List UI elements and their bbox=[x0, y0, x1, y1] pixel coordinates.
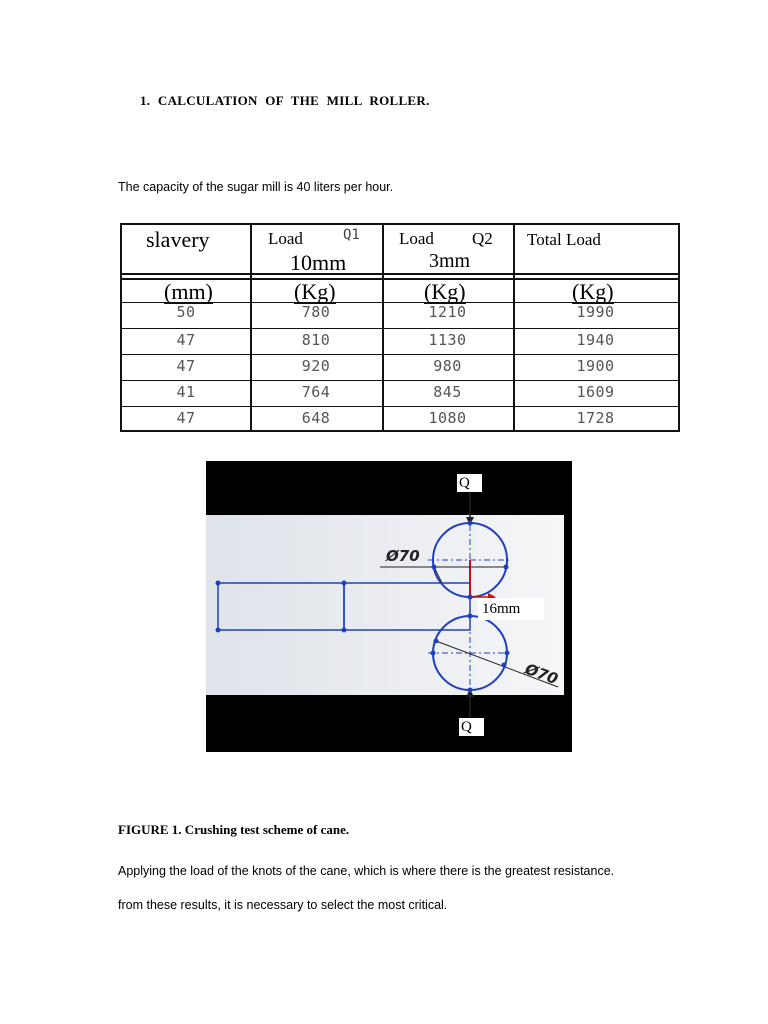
table-cell: 1940 bbox=[576, 331, 615, 349]
figure-caption: FIGURE 1. Crushing test scheme of cane. bbox=[118, 822, 350, 837]
section-heading: 1. CALCULATION OF THE MILL ROLLER. bbox=[140, 93, 430, 108]
table-cell: 1210 bbox=[428, 303, 467, 321]
table-cell: 47 bbox=[176, 409, 196, 427]
gap-label: 16mm bbox=[478, 598, 544, 620]
table-cell: 1609 bbox=[576, 383, 615, 401]
unit-kg-q2: (Kg) bbox=[424, 279, 466, 304]
table-cell: 1080 bbox=[428, 409, 467, 427]
table-cell: 47 bbox=[176, 357, 196, 375]
crushing-test-figure bbox=[206, 461, 572, 752]
header-load-q2: Load bbox=[399, 229, 434, 248]
table-cell: 1900 bbox=[576, 357, 615, 375]
table-cell: 920 bbox=[301, 357, 331, 375]
load-label-bottom: Q bbox=[459, 718, 484, 736]
body-paragraph-1: Applying the load of the knots of the cane, which is where there is the greatest resistance. bbox=[118, 864, 615, 878]
header-q1: Q1 bbox=[343, 227, 360, 243]
table-cell: 845 bbox=[433, 383, 462, 401]
header-10mm: 10mm bbox=[290, 250, 347, 275]
table-cell: 1130 bbox=[428, 331, 467, 349]
table-cell: 1990 bbox=[576, 303, 615, 321]
header-q2: Q2 bbox=[472, 229, 493, 248]
dim-label-top: Ø70 bbox=[386, 547, 420, 565]
unit-mm: (mm) bbox=[164, 279, 213, 304]
table-cell: 780 bbox=[301, 303, 331, 321]
unit-kg-q1: (Kg) bbox=[294, 279, 336, 304]
table-cell: 50 bbox=[176, 303, 196, 321]
table-cell: 764 bbox=[301, 383, 331, 401]
header-load-q1: Load bbox=[268, 229, 303, 248]
table-cell: 810 bbox=[301, 331, 331, 349]
table-cell: 1728 bbox=[576, 409, 615, 427]
header-3mm: 3mm bbox=[429, 250, 471, 272]
unit-kg-total: (Kg) bbox=[572, 279, 614, 304]
load-table bbox=[120, 223, 680, 432]
table-cell: 980 bbox=[433, 357, 462, 375]
header-slavery: slavery bbox=[146, 227, 210, 252]
table-cell: 648 bbox=[301, 409, 331, 427]
header-total-load: Total Load bbox=[527, 230, 601, 249]
table-cell: 41 bbox=[176, 383, 196, 401]
load-label-top: Q bbox=[457, 474, 482, 492]
dim-label-bottom: Ø70 bbox=[522, 659, 561, 689]
body-paragraph-2: from these results, it is necessary to select the most critical. bbox=[118, 898, 448, 912]
intro-paragraph: The capacity of the sugar mill is 40 liters per hour. bbox=[118, 180, 394, 194]
table-cell: 47 bbox=[176, 331, 196, 349]
